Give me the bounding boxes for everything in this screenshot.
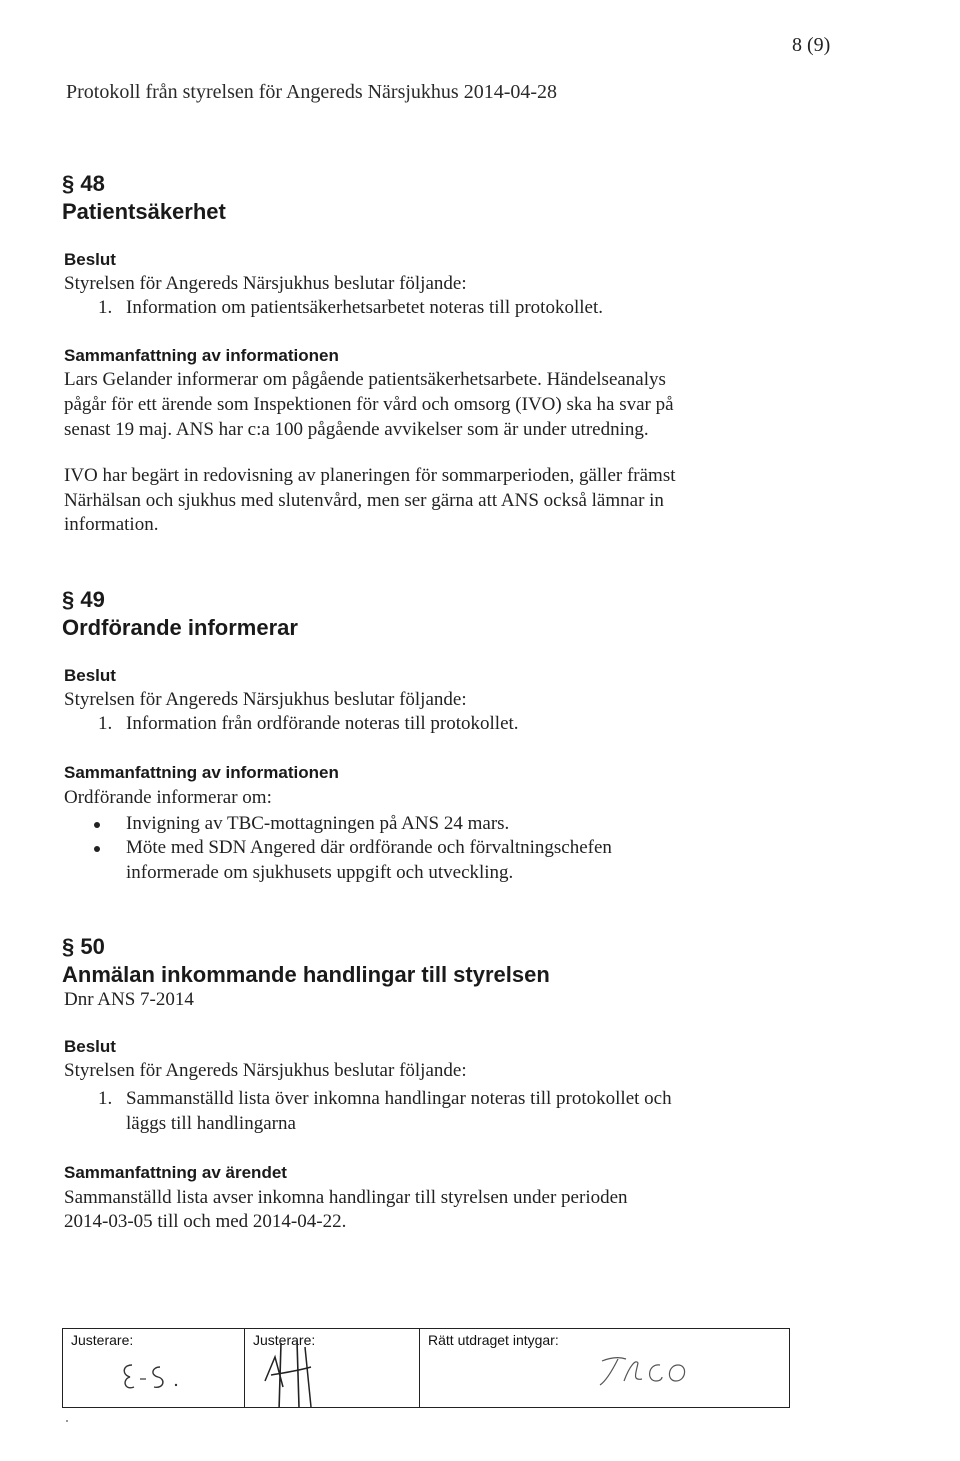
summary-line: senast 19 maj. ANS har c:a 100 pågående avvikelser som är under utredning. bbox=[64, 419, 649, 440]
summary-heading: Sammanfattning av informationen bbox=[64, 346, 339, 365]
bullet-text: Möte med SDN Angered där ordförande och förvaltningschefen bbox=[126, 837, 612, 858]
decision-item bbox=[98, 1087, 798, 1137]
section-title: Anmälan inkommande handlingar till styrelsen bbox=[62, 962, 550, 987]
beslut-intro: Styrelsen för Angereds Närsjukhus beslutar följande: bbox=[64, 1060, 467, 1081]
signature-initials bbox=[253, 1337, 333, 1407]
bullet-dot bbox=[94, 822, 100, 828]
signature-initials bbox=[596, 1351, 696, 1391]
paragraph-line: Närhälsan och sjukhus med slutenvård, men ser gärna att ANS också lämnar in bbox=[64, 490, 664, 511]
signature-cell-justerare-2 bbox=[244, 1329, 419, 1407]
section-title: Patientsäkerhet bbox=[62, 199, 226, 224]
page-number: 8 (9) bbox=[792, 34, 831, 56]
bullet-text: informerade om sjukhusets uppgift och utveckling. bbox=[126, 862, 514, 883]
paragraph-line: information. bbox=[64, 514, 159, 535]
section-title: Ordförande informerar bbox=[62, 615, 298, 640]
bullet-dot bbox=[94, 846, 100, 852]
item-text: Information om patientsäkerhetsarbetet noteras till protokollet. bbox=[126, 297, 603, 318]
signature-initials bbox=[118, 1355, 198, 1395]
signature-label: Justerare: bbox=[253, 1332, 316, 1348]
item-text: läggs till handlingarna bbox=[126, 1113, 296, 1134]
item-text: Sammanställd lista över inkomna handlingar noteras till protokollet och bbox=[126, 1088, 672, 1109]
beslut-intro: Styrelsen för Angereds Närsjukhus beslutar följande: bbox=[64, 689, 467, 710]
beslut-heading: Beslut bbox=[64, 250, 116, 269]
section-number: § 50 bbox=[62, 934, 105, 959]
document-header-title: Protokoll från styrelsen för Angereds Närsjukhus 2014-04-28 bbox=[66, 81, 558, 103]
item-number: 1. bbox=[98, 1088, 113, 1109]
signature-cell-justerare-1 bbox=[63, 1329, 244, 1407]
summary-line: Lars Gelander informerar om pågående patientsäkerhetsarbete. Händelseanalys bbox=[64, 369, 666, 390]
summary-line: pågår för ett ärende som Inspektionen för vård och omsorg (IVO) ska ha svar på bbox=[64, 394, 674, 415]
beslut-heading: Beslut bbox=[64, 666, 116, 685]
bullet-text: Invigning av TBC-mottagningen på ANS 24 mars. bbox=[126, 813, 510, 834]
summary-line: 2014-03-05 till och med 2014-04-22. bbox=[64, 1211, 347, 1232]
bullet-item bbox=[94, 812, 794, 837]
summary-heading: Sammanfattning av informationen bbox=[64, 763, 339, 782]
section-number: § 48 bbox=[62, 171, 105, 196]
beslut-heading: Beslut bbox=[64, 1037, 116, 1056]
summary-heading: Sammanfattning av ärendet bbox=[64, 1163, 287, 1182]
signature-table bbox=[62, 1328, 790, 1408]
item-number: 1. bbox=[98, 297, 113, 318]
summary-intro: Ordförande informerar om: bbox=[64, 787, 272, 808]
item-text: Information från ordförande noteras till protokollet. bbox=[126, 713, 519, 734]
summary-line: Sammanställd lista avser inkomna handlingar till styrelsen under perioden bbox=[64, 1187, 628, 1208]
section-number: § 49 bbox=[62, 587, 105, 612]
beslut-intro: Styrelsen för Angereds Närsjukhus beslutar följande: bbox=[64, 273, 467, 294]
signature-label: Justerare: bbox=[71, 1332, 134, 1348]
paragraph-line: IVO har begärt in redovisning av planeringen för sommarperioden, gäller främst bbox=[64, 465, 676, 486]
scan-speck bbox=[66, 1420, 68, 1422]
signature-label: Rätt utdraget intygar: bbox=[428, 1332, 559, 1348]
signature-cell-ratt-utdraget bbox=[419, 1329, 789, 1407]
bullet-item bbox=[94, 836, 794, 886]
decision-item bbox=[98, 712, 798, 737]
item-number: 1. bbox=[98, 713, 113, 734]
dnr-reference: Dnr ANS 7-2014 bbox=[64, 989, 194, 1010]
decision-item bbox=[98, 296, 798, 321]
